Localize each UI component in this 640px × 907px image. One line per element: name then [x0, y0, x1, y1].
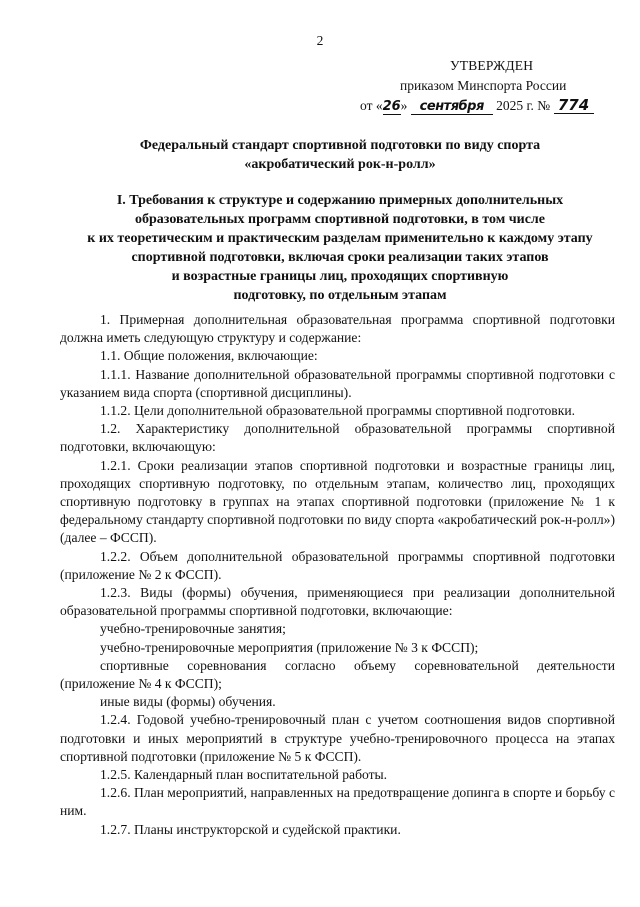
- section-title-line: спортивной подготовки, включая сроки реализации таких этапов: [131, 250, 549, 265]
- paragraph: 1.2.4. Годовой учебно-тренировочный план с учетом соотношения видов спортивной подготовки и иных мероприятий в структуре учебно-тренировочного процесса на этапах спортивной подготовки (приложение № 5 к ФССП).: [60, 712, 615, 764]
- paragraph: 1.2.2. Объем дополнительной образовательной программы спортивной подготовки (приложение № 2 к ФССП).: [60, 548, 615, 582]
- paragraph: 1.1. Общие положения, включающие:: [100, 348, 318, 364]
- paragraph: 1. Примерная дополнительная образовательная программа спортивной подготовки должна иметь следующую структуру и содержание:: [60, 312, 615, 346]
- document-body: [60, 311, 615, 839]
- paragraph: 1.2.3. Виды (формы) обучения, применяющиеся при реализации дополнительной образовательной программы спортивной подготовки, включающие:: [60, 585, 615, 619]
- date-year: 2025 г. №: [496, 98, 551, 113]
- section-title-line: к их теоретическим и практическим разделам применительно к каждому этапу: [87, 231, 593, 246]
- paragraph: учебно-тренировочные занятия;: [100, 621, 286, 637]
- section-title-line: I. Требования к структуре и содержанию примерных дополнительных: [116, 193, 564, 208]
- paragraph: 1.2. Характеристику дополнительной образовательной программы спортивной подготовки, включающую:: [60, 421, 615, 455]
- paragraph: 1.2.7. Планы инструкторской и судейской практики.: [100, 821, 401, 837]
- standard-title-line: Федеральный стандарт спортивной подготовки по виду спорта: [139, 138, 541, 153]
- paragraph: 1.2.1. Сроки реализации этапов спортивной подготовки и возрастные границы лиц, проходящих спортивную подготовку, по отдельным этапам, количество лиц, проходящих спортивную подготовку в группах на этапах спортивной подготовки (приложение № 1 к федеральному стандарту спортивной подготовки по виду спорта «акробатический рок-н-ролл») (далее – ФССП).: [60, 457, 615, 546]
- section-title-line: и возрастные границы лиц, проходящих спортивную: [171, 269, 509, 284]
- paragraph: 1.1.2. Цели дополнительной образовательной программы спортивной подготовки.: [100, 403, 576, 419]
- order-number: 774: [554, 98, 594, 114]
- date-month: сентября: [411, 99, 493, 115]
- paragraph: 1.2.5. Календарный план воспитательной работы.: [100, 767, 388, 783]
- approval-title: УТВЕРЖДЕН: [450, 58, 534, 73]
- paragraph: спортивные соревнования согласно объему соревновательной деятельности (приложение № 4 к ФССП);: [60, 657, 615, 692]
- standard-title: [60, 136, 620, 174]
- section-title-line: подготовку, по отдельным этапам: [233, 288, 447, 303]
- standard-title-line: «акробатический рок-н-ролл»: [244, 157, 436, 172]
- date-prefix: от «: [360, 98, 383, 113]
- paragraph: 1.1.1. Название дополнительной образовательной программы спортивной подготовки с указанием вида спорта (спортивной дисциплины).: [60, 366, 615, 400]
- date-day: 26: [382, 99, 401, 114]
- approval-block: [360, 56, 625, 116]
- date-mid: »: [400, 98, 408, 113]
- section-title: [60, 191, 620, 305]
- approval-date-line: [360, 96, 625, 116]
- paragraph: учебно-тренировочные мероприятия (приложение № 3 к ФССП);: [100, 639, 479, 655]
- paragraph: иные виды (формы) обучения.: [100, 694, 276, 710]
- paragraph: 1.2.6. План мероприятий, направленных на предотвращение допинга в спорте и борьбу с ним.: [60, 785, 615, 819]
- page-number: 2: [316, 33, 324, 48]
- section-title-line: образовательных программ спортивной подготовки, в том числе: [135, 212, 545, 227]
- approval-order: приказом Минспорта России: [400, 78, 567, 93]
